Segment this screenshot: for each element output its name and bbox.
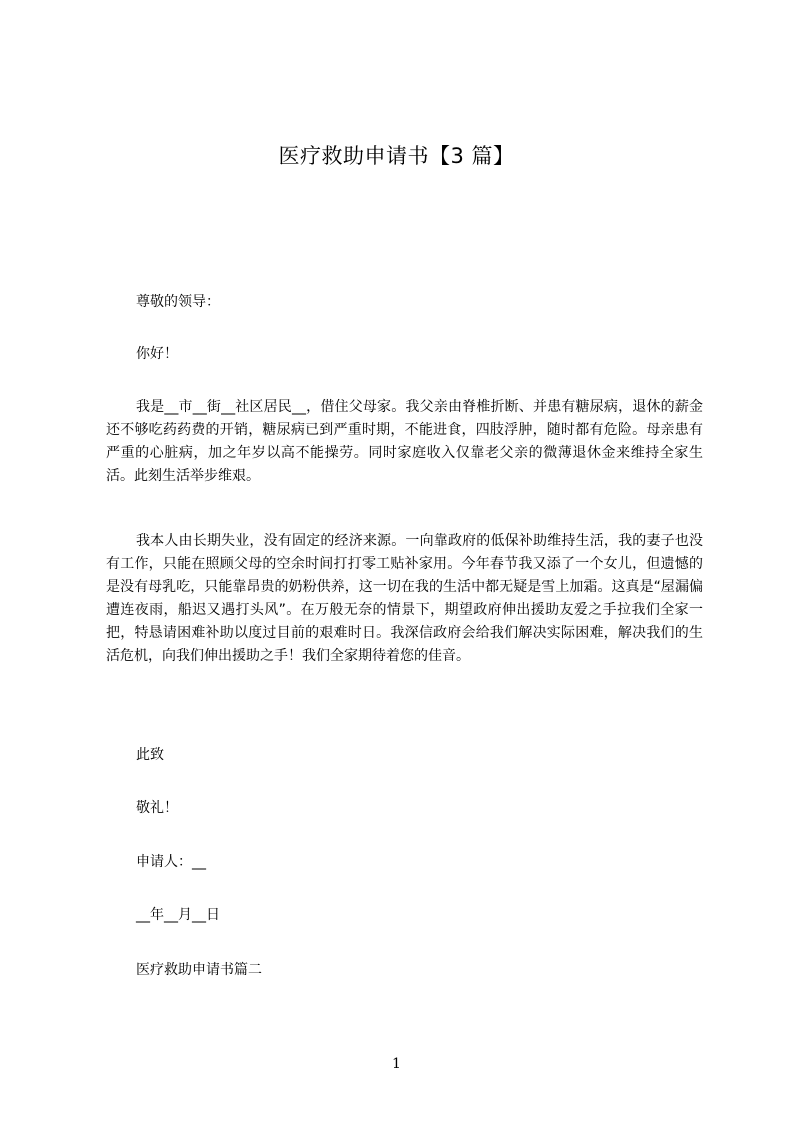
closing-salute: 敬礼！ <box>136 800 178 816</box>
greeting: 你好！ <box>136 346 178 362</box>
date-line: __年__月__日 <box>136 907 220 923</box>
paragraph-1: 我是__市__街__社区居民__，借住父母家。我父亲由脊椎折断、并患有糖尿病，退休的薪金还不够吃药药费的开销，糖尿病已到严重时期，不能进食，四肢浮肿，随时都有危险。母亲患有严重的心脏病，加之年岁以高不能操劳。同时家庭收入仅靠老父亲的微薄退休金来维持全家生活。此刻生活举步维艰。 <box>106 399 703 484</box>
paragraph-2: 我本人由长期失业，没有固定的经济来源。一向靠政府的低保补助维持生活，我的妻子也没有工作，只能在照顾父母的空余时间打打零工贴补家用。今年春节我又添了一个女儿，但遗憾的是没有母乳吃，只能靠昂贵的奶粉供养，这一切在我的生活中都无疑是雪上加霜。这真是“屋漏偏遭连夜雨，船迟又遇打头风”。在万般无奈的情景下，期望政府伸出援助友爱之手拉我们全家一把，特恳请困难补助以度过目前的艰难时日。我深信政府会给我们解决实际困难，解决我们的生活危机，向我们伸出援助之手！我们全家期待着您的佳音。 <box>106 533 703 664</box>
salutation: 尊敬的领导： <box>136 294 220 310</box>
section-heading-2: 医疗救助申请书篇二 <box>136 962 262 978</box>
closing-respectfully: 此致 <box>136 747 164 763</box>
page-number: 1 <box>392 1056 401 1072</box>
document-title: 医疗救助申请书【3 篇】 <box>278 144 515 168</box>
applicant-line: 申请人：__ <box>136 854 206 870</box>
